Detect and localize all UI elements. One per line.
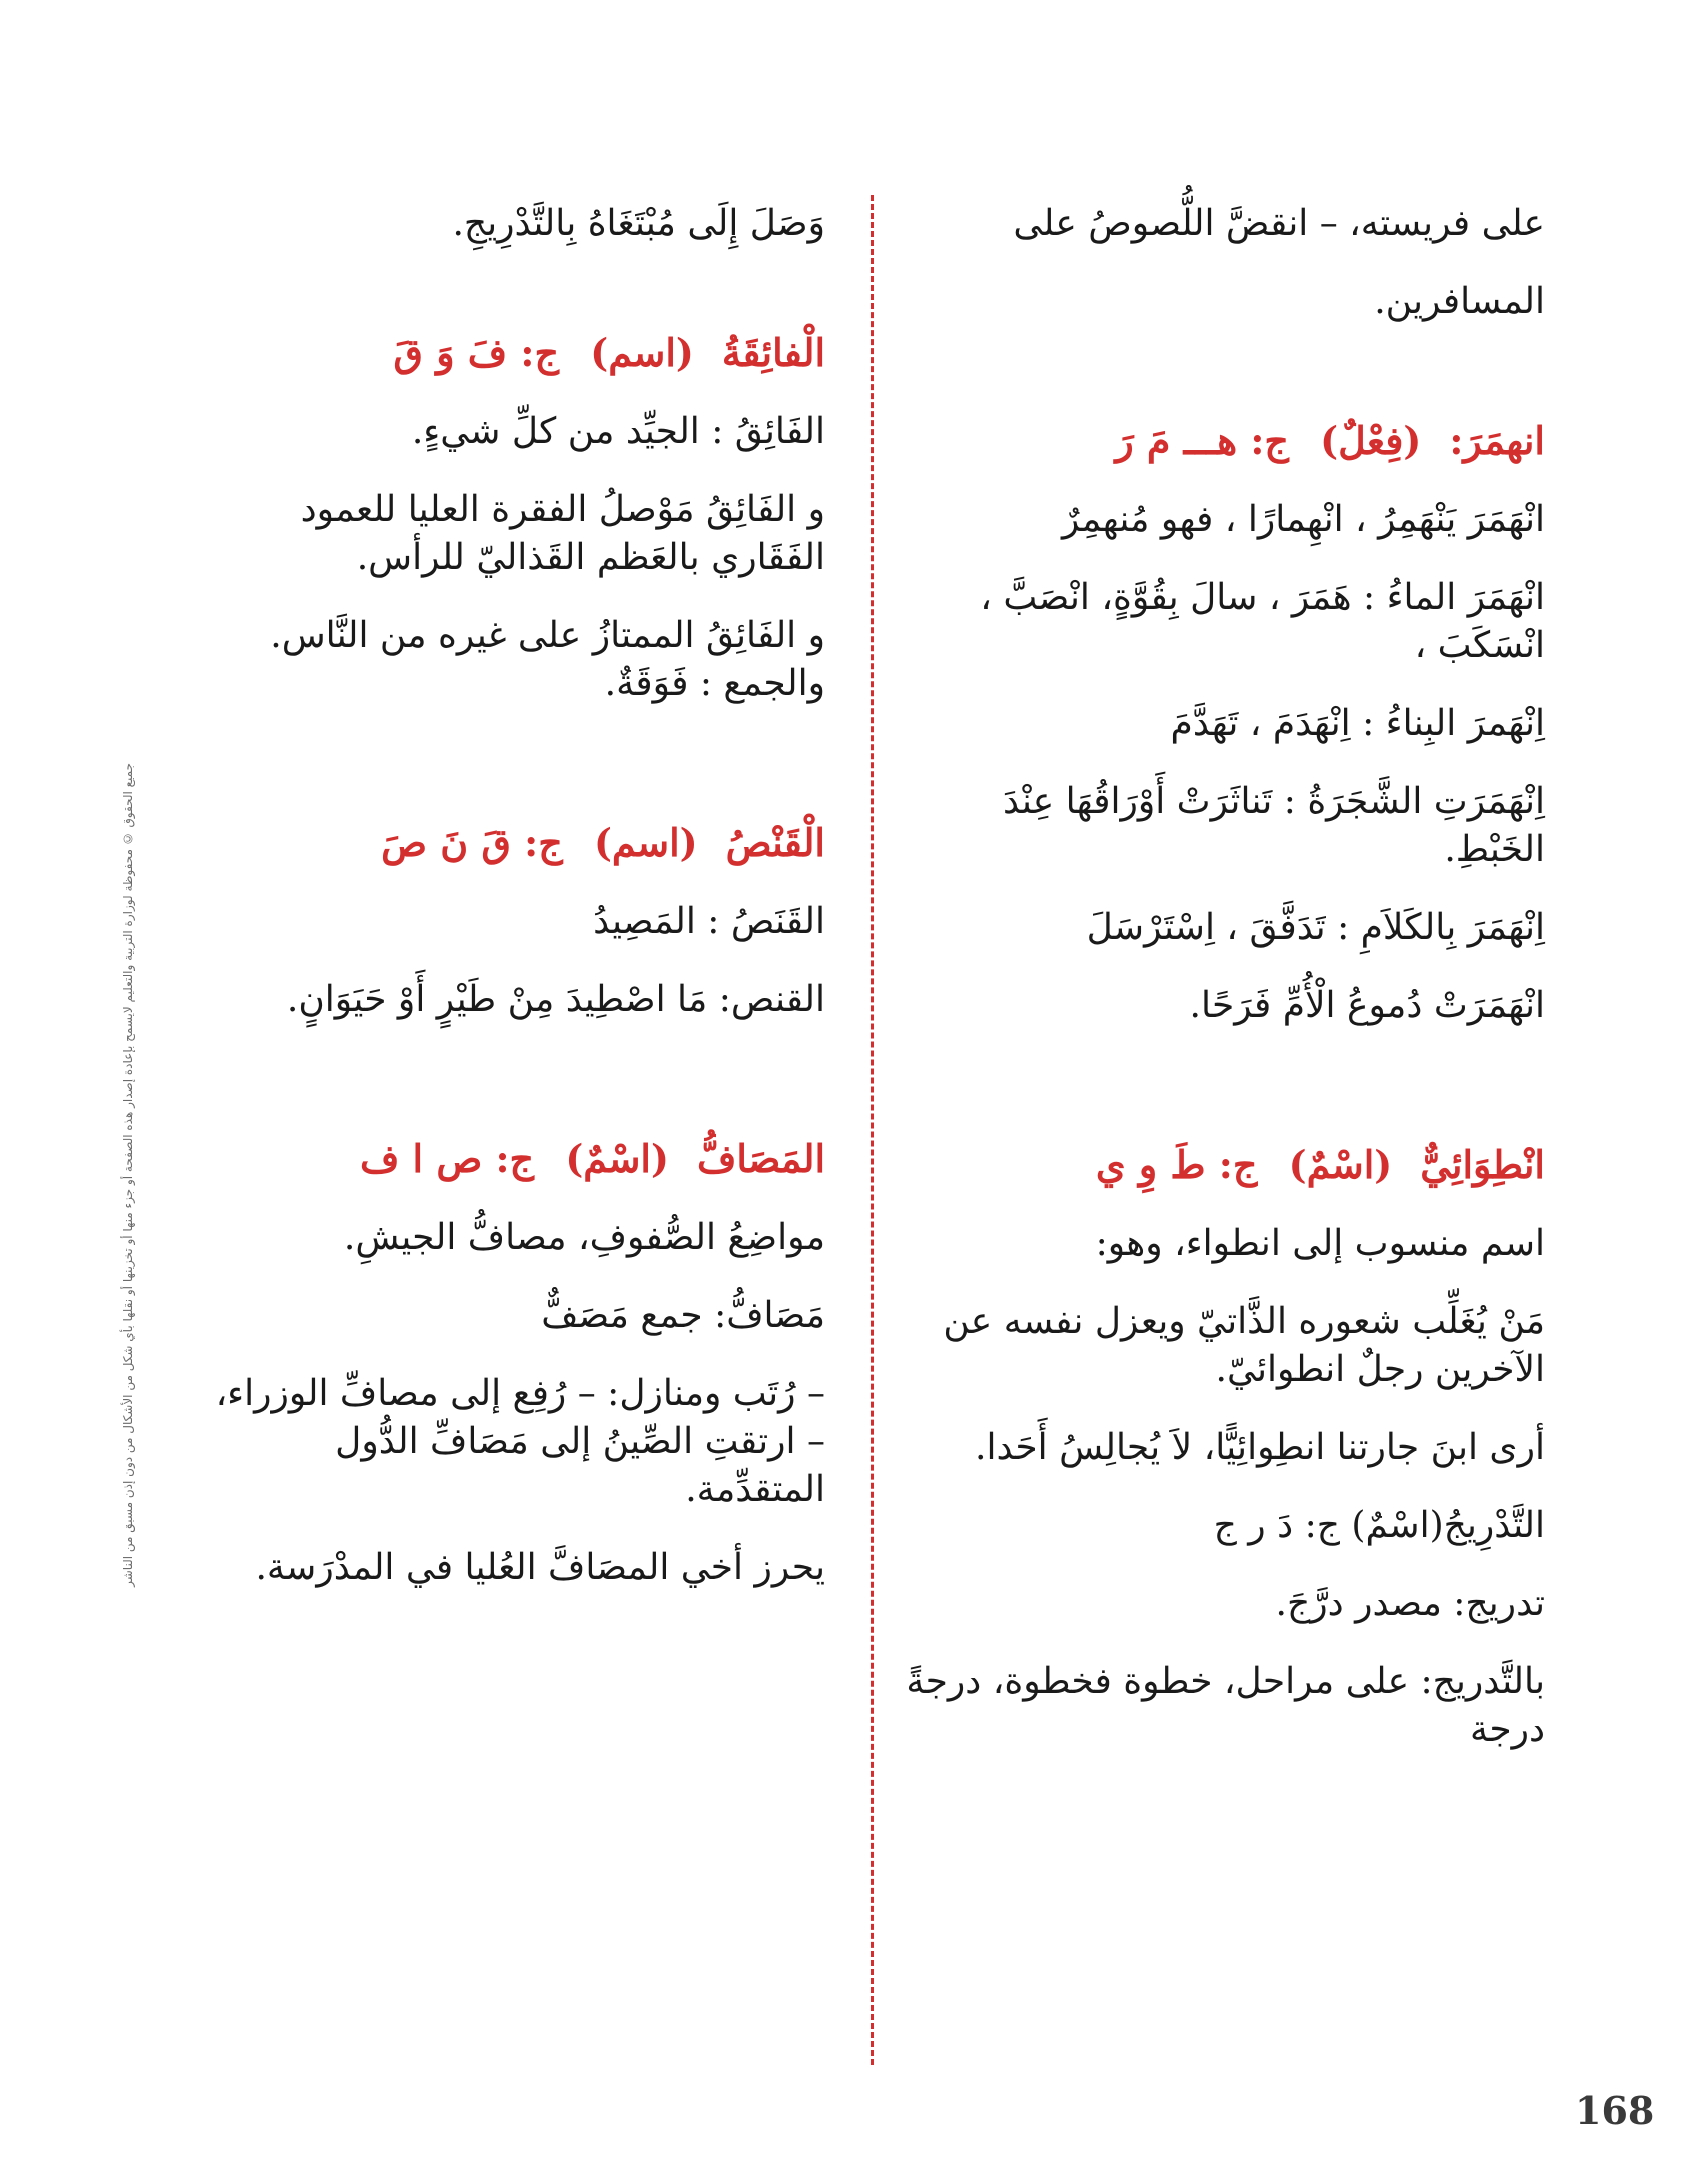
- definition-line: اِنْهَمرَ البِناءُ : اِنْهَدَمَ ، تَهَدَّمَ: [1170, 703, 1545, 744]
- definition-line: اِنْهَمَرَتِ الشَّجَرَةُ : تَناثَرَتْ أَوْرَاقُهَا عِنْدَ الخَبْطِ.: [1003, 781, 1545, 870]
- definition-line: القَنَصُ : المَصِيدُ: [593, 901, 825, 942]
- page-number: 168: [1575, 2088, 1655, 2133]
- left-column: [215, 200, 825, 1702]
- sub-entry-heading: التَّدْرِيجُ(اسْمٌ) ج: دَ ر ج: [1213, 1505, 1545, 1546]
- entry-heading: [215, 328, 825, 378]
- right-column: [905, 200, 1545, 1864]
- definition-line: انْهَمَرَ يَنْهَمِرُ ، انْهِمارًا ، فهو مُنهمِرٌ: [1062, 499, 1545, 540]
- entry-almasaf: [215, 1134, 825, 1592]
- entry-word: الْفائِقَةُ: [721, 330, 825, 375]
- entry-word: انهمَرَ:: [1449, 418, 1545, 463]
- entry-pos: (اسْمٌ): [1288, 1142, 1393, 1187]
- entry-intiwaei: [905, 1140, 1545, 1754]
- entry-root: ج: طَ وِ ي: [1095, 1142, 1258, 1187]
- definition-line: – رُتَب ومنازل: – رُفِع إلى مصافِّ الوزراء، – ارتقتِ الصِّينُ إلى مَصَافِّ الدُّول المتقدِّمة.: [215, 1373, 825, 1510]
- entry-pos: (اسم): [593, 820, 698, 865]
- definition-line: انْهَمَرَ الماءُ : هَمَرَ ، سالَ بِقُوَّةٍ، انْصَبَّ ، انْسَكَبَ ،: [980, 577, 1545, 666]
- definition-line: القنص: مَا اصْطِيدَ مِنْ طَيْرٍ أَوْ حَيَوَانٍ.: [286, 979, 825, 1020]
- entry-alfaiqa: [215, 328, 825, 708]
- entry-root: ج: ص ا ف: [359, 1136, 535, 1181]
- intro-line-2: المسافرين.: [1374, 281, 1545, 322]
- entry-root: ج: فَ وَ قَ: [393, 330, 559, 375]
- entry-root: ج: قَ نَ صَ: [381, 820, 563, 865]
- definition-line: مواضِعُ الصُّفوفِ، مصافُّ الجيشِ.: [343, 1217, 825, 1258]
- entry-root: ج: هـــ مَ رَ: [1115, 418, 1289, 463]
- entry-pos: (اسم): [590, 330, 694, 375]
- entry-word: انْطِوَائِيٌّ: [1420, 1142, 1545, 1187]
- entry-heading: [215, 1134, 825, 1184]
- definition-line: مَصَافُّ: جمع مَصَفٌّ: [541, 1295, 825, 1336]
- column-divider: [871, 195, 874, 2065]
- definition-line: و الفَائِقُ مَوْصلُ الفقرة العليا للعمود الفَقَاري بالعَظم القَذاليّ للرأس.: [300, 489, 825, 578]
- definition-line: مَنْ يُغَلِّب شعوره الذَّاتيّ ويعزل نفسه عن الآخرين رجلٌ انطوائيّ.: [943, 1301, 1545, 1390]
- entry-pos: (اسْمٌ): [565, 1136, 669, 1181]
- example-line: انْهَمَرَتْ دُموعُ الْأُمِّ فَرَحًا.: [1189, 985, 1545, 1026]
- definition-line: الفَائِقُ : الجيِّد من كلِّ شيءٍ.: [411, 411, 825, 452]
- definition-line: اِنْهَمَرَ بِالكَلاَمِ : تَدَفَّقَ ، اِسْتَرْسَلَ: [1086, 907, 1545, 948]
- entry-inhamara: [905, 416, 1545, 1030]
- definition-line: اسم منسوب إلى انطواء، وهو:: [1095, 1223, 1545, 1264]
- intro-line-1: على فريسته، – انقضَّ اللُّصوصُ على: [1013, 203, 1545, 244]
- copyright-text: جميع الحقوق © محفوظة لوزارة التربية والتعليم لايسمح بإعادة إصدار هذه الصفحة أو جزء منها أو تخزينها أو نقلها بأي شكل من الأشكال من دون إذن مسبق من الناشر: [121, 763, 135, 1587]
- entry-heading: [905, 1140, 1545, 1190]
- entry-word: الْقَنْصُ: [725, 820, 825, 865]
- entry-heading: [215, 818, 825, 868]
- intro-line: وَصَلَ إِلَى مُبْتَغَاهُ بِالتَّدْرِيجِ.: [452, 203, 825, 244]
- example-line: يحرز أخي المصَافَّ العُليا في المدْرَسة.: [255, 1547, 825, 1588]
- definition-line: تدريج: مصدر درَّجَ.: [1275, 1583, 1545, 1624]
- definition-line: و الفَائِقُ الممتازُ على غيره من النَّاس. والجمع : فَوَقَةٌ.: [270, 615, 825, 704]
- copyright-sidebar: [108, 400, 148, 1950]
- entry-heading: [905, 416, 1545, 466]
- entry-word: المَصَافُّ: [696, 1136, 825, 1181]
- definition-line: بالتَّدريج: على مراحل، خطوة فخطوة، درجةً درجة: [906, 1661, 1545, 1750]
- entry-alqans: [215, 818, 825, 1024]
- example-line: أرى ابنَ جارتنا انطِوائِيًّا، لاَ يُجالِسُ أَحَدا.: [975, 1427, 1545, 1468]
- entry-pos: (فِعْلٌ): [1320, 418, 1422, 463]
